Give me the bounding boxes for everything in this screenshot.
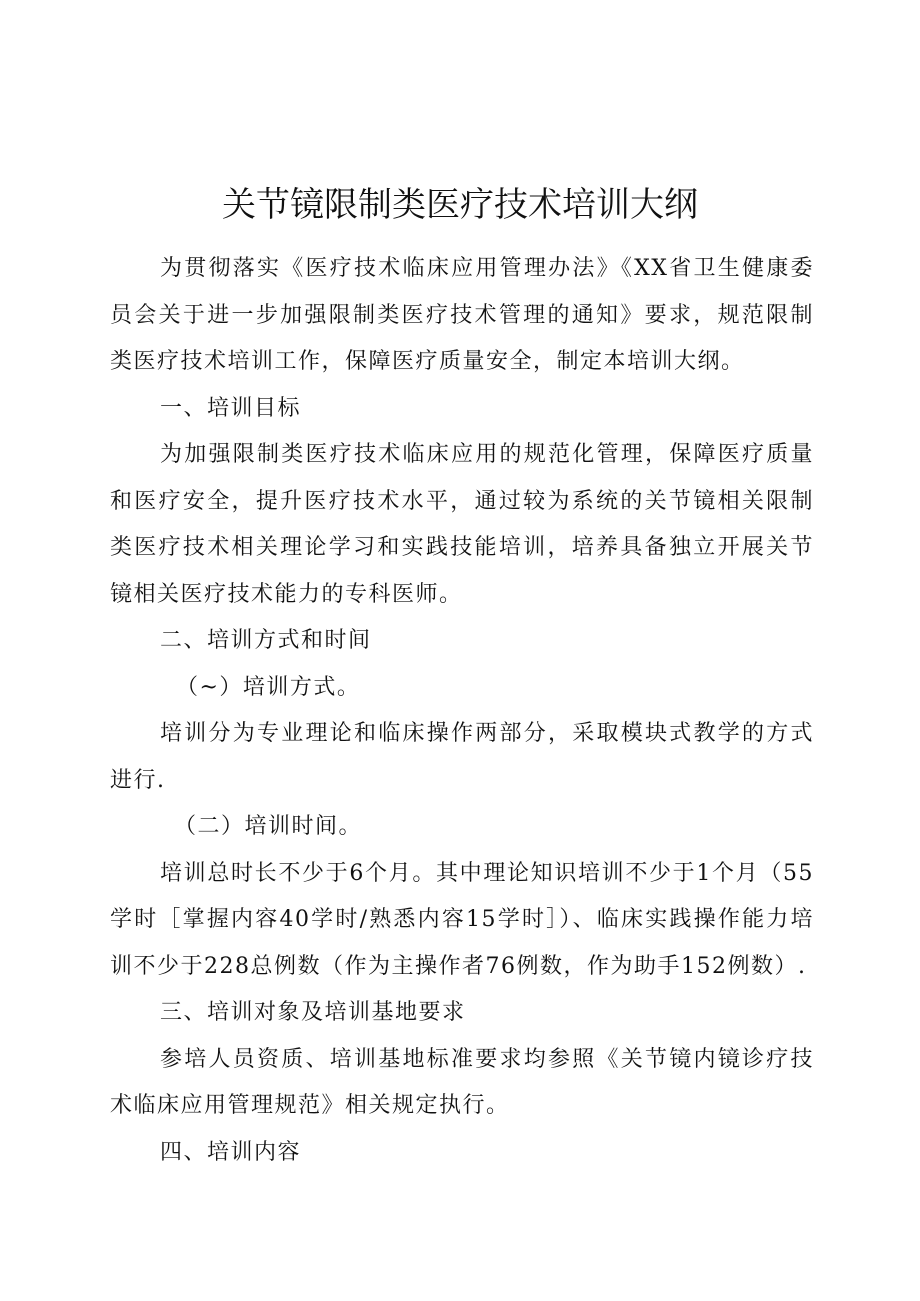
document-body xyxy=(110,246,814,1176)
trainees-paragraph: 参培人员资质、培训基地标准要求均参照《关节镜内镜诊疗技术临床应用管理规范》相关规定执行。 xyxy=(110,1046,814,1118)
section-heading-goals: 一、培训目标 xyxy=(160,395,302,421)
section-heading-content: 四、培训内容 xyxy=(160,1139,302,1165)
method-paragraph: 培训分为专业理论和临床操作两部分，采取模块式教学的方式进行. xyxy=(110,721,814,793)
section-heading-method-time: 二、培训方式和时间 xyxy=(160,628,372,653)
subheading-method: （~）培训方式。 xyxy=(176,674,361,700)
document-title: 关节镜限制类医疗技术培训大纲 xyxy=(222,184,698,225)
goals-paragraph: 为加强限制类医疗技术临床应用的规范化管理，保障医疗质量和医疗安全，提升医疗技术水平，通过较为系统的关节镜相关限制类医疗技术相关理论学习和实践技能培训，培养具备独立开展关节镜相关医疗技术能力的专科医师。 xyxy=(110,442,814,607)
section-heading-trainees-base: 三、培训对象及培训基地要求 xyxy=(160,1000,466,1025)
subheading-time: （二）培训时间。 xyxy=(174,814,363,839)
intro-paragraph: 为贯彻落实《医疗技术临床应用管理办法》《XX省卫生健康委员会关于进一步加强限制类医疗技术管理的通知》要求，规范限制类医疗技术培训工作，保障医疗质量安全，制定本培训大纲。 xyxy=(110,256,814,374)
time-paragraph: 培训总时长不少于6个月。其中理论知识培训不少于1个月（55学时［掌握内容40学时/熟悉内容15学时］）、临床实践操作能力培训不少于228总例数（作为主操作者76例数，作为助手152例数）. xyxy=(110,860,814,979)
